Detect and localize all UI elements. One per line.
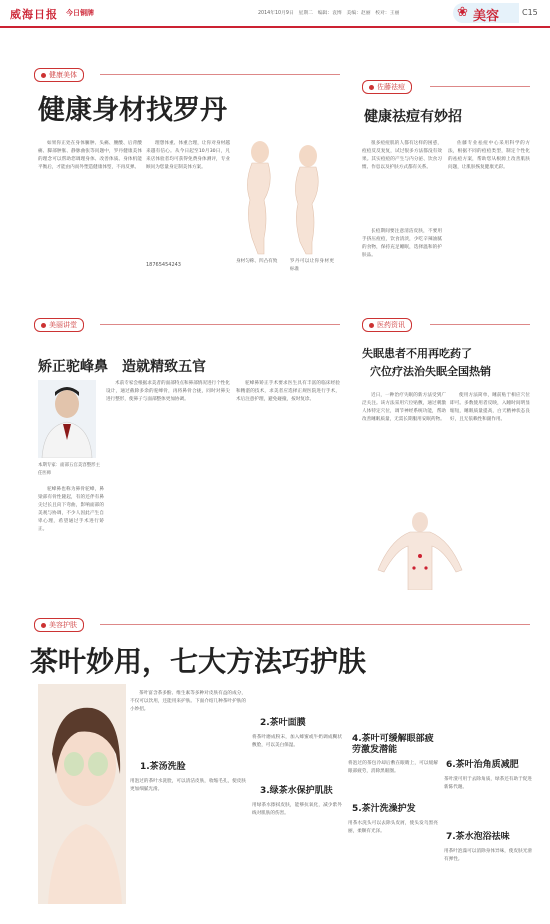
tip-6-text: 茶叶渣可用于去除角质，绿茶还有助于促进新陈代谢。 (444, 777, 532, 790)
newspaper-logo: 威海日报 (10, 8, 58, 21)
section-label-acne: 佐藤祛痘 (362, 80, 412, 94)
masthead-subtitle: 今日铜牌 (66, 9, 94, 17)
section-label-health: 健康美体 (34, 68, 84, 82)
article5-title: 茶叶妙用，七大方法巧护肤 (30, 645, 367, 678)
tip-2-text: 将茶叶磨成粉末，加入蜂蜜或牛奶调成糊状敷脸，可以美白保湿。 (252, 735, 342, 748)
article1-col1: 如果你正处在身体臃肿、头痛、腰酸、后背酸痛、脚部肿胀、静脉曲张等问题中，罗丹健康美体的理念可以帮助您调理身体、改善体质。身体机能平衡后，才能由内而外塑造健康体型，不再反弹。 (38, 141, 142, 170)
article2-col2: 长痘期间要注意清洁皮肤，不要用手挤压痘痘，饮食清淡，少吃辛辣油腻的食物，保持充足睡眠，选择温和的护肤品。 (362, 229, 442, 258)
caption-left: 身材匀称、凹凸有致 (236, 259, 278, 264)
tea-skincare-photo (38, 684, 126, 904)
section-label-skincare: 美容护肤 (34, 618, 84, 632)
flower-icon: ❀ (457, 5, 468, 20)
article4-title-line1: 失眠患者不用再吃药了 (362, 347, 472, 360)
article2-title: 健康祛痘有妙招 (364, 109, 462, 125)
tip-5-title: 5.茶汁洗澡护发 (352, 804, 416, 814)
article2-col1: 很多痘痘肌的人都有这样的困惑，痘痘反反复复，试过很多方法都没有效果。其实痘痘的产生与内分泌、饮食习惯、作息以及护肤方式都有关系。 (362, 141, 442, 170)
tip-7-title: 7.茶水泡浴祛味 (446, 832, 510, 842)
article3-col1: 驼峰鼻也称为鼻骨驼峰，鼻梁部有骨性隆起，有的还伴有鼻尖过长且向下弯曲，影响面部的美观与协调，不少人因此产生自卑心理，希望通过手术进行矫正。 (38, 487, 104, 532)
tip-3-title: 3.绿茶水保护肌肤 (260, 786, 333, 796)
caption-right: 罗丹可以让你身材更标准 (290, 259, 334, 272)
body-figure-image (230, 138, 338, 256)
article3-col3: 驼峰鼻矫正手术要求医生具有丰富的临床经验和精湛的技术，求美者应选择正规医院进行手术，术后注意护理，避免碰撞，按时复诊。 (236, 381, 340, 402)
page-number: C15 (522, 8, 538, 17)
tip-3-text: 用绿茶水擦拭皮肤，能够抗氧化，减少紫外线对肌肤的伤害。 (252, 803, 342, 816)
tip-6-title: 6.茶叶治角质减肥 (446, 760, 519, 770)
article1-title: 健康身材找罗丹 (38, 95, 227, 126)
article5-intro: 茶叶富含茶多酚、维生素等多种对皮肤有益的成分，不仅可以饮用，还能用来护肤。下面介绍几种茶叶护肤的小妙招。 (130, 691, 246, 712)
section-badge (453, 3, 519, 23)
tip-7-text: 用茶叶泡澡可以消除身体异味，使皮肤光滑有弹性。 (444, 849, 532, 862)
tip-2-title: 2.茶叶面膜 (260, 718, 306, 728)
article4-col1: 近日，一种治疗失眠的新方法受到广泛关注。该方法采用穴位贴敷，通过刺激人体特定穴位，调节神经系统功能，帮助改善睡眠质量，无需长期服用安眠药物。 (362, 393, 446, 422)
tip-1-text: 用泡过的茶叶水洗脸，可以清洁皮肤，收缩毛孔，使皮肤更加细腻光滑。 (130, 779, 246, 792)
masthead (0, 0, 550, 28)
article3-col2: 术前专家会根据求美者的面部特点和鼻部情况进行个性化设计，通过截除多余的驼峰骨，再将鼻骨合拢，同时对鼻尖进行整形，使鼻子与面部整体更加协调。 (106, 381, 230, 402)
section-name: 美容 (473, 9, 500, 24)
article4-title-line2: 穴位疗法治失眠全国热销 (370, 365, 491, 378)
article1-col2: 理想体重、体重合理，让你对身材越来越有信心。从今日起至10月30日，凡来店体验者均可获得免费身体测评，专业顾问为您量身定制美体方案。 (146, 141, 230, 170)
tip-1-title: 1.茶汤洗脸 (140, 762, 186, 772)
article1-phone: 18765454243 (146, 262, 181, 268)
article4-col2: 使用方法简单，睡前贴于相应穴位即可。多数使用者反映，入睡时间明显缩短，睡眠质量提高，白天精神状态良好，且无依赖性和副作用。 (450, 393, 530, 422)
section-label-medical: 医药资讯 (362, 318, 412, 332)
article2-col3: 佐藤专业祛痘中心采用科学的方法，根据不同的痘痘类型，制定个性化的祛痘方案，帮助您从根源上改善肌肤问题，让肌肤恢复健康光彩。 (448, 141, 530, 170)
date-line: 2014年10月9日 星期二 编辑：袁博 美编：赵丽 校对：王丽 (258, 11, 400, 16)
acupoint-figure (370, 510, 470, 590)
tip-4-text: 将泡过的茶包冷却后敷在眼睛上，可以缓解眼部疲劳，消除黑眼圈。 (348, 761, 438, 774)
tip-5-text: 用茶水洗头可以去除头皮屑，使头发乌黑亮丽，柔顺有光泽。 (348, 821, 438, 834)
article3-title: 矫正驼峰鼻 造就精致五官 (38, 359, 206, 375)
doctor-caption: 本期专家：面部五官美容整形主任医师 (38, 463, 100, 476)
section-label-lecture: 美丽讲堂 (34, 318, 84, 332)
tip-4-title: 4.茶叶可缓解眼部疲劳激发潜能 (352, 734, 434, 755)
doctor-photo (38, 380, 96, 458)
